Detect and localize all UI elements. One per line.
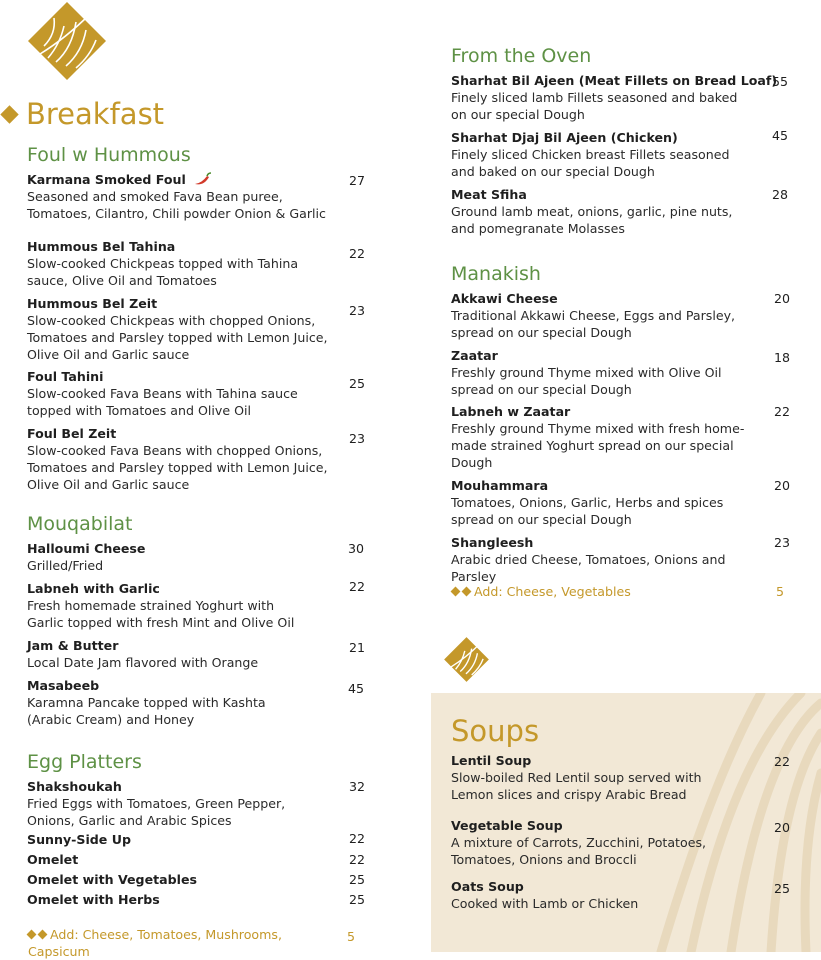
- item-name: Labneh w Zaatar: [451, 404, 571, 419]
- item-description: A mixture of Carrots, Zucchini, Potatoes, Tomatoes, Onions and Broccli: [451, 835, 707, 867]
- addon-label: Add: Cheese, Vegetables: [474, 584, 631, 599]
- item-price: 23: [774, 535, 791, 550]
- item-price: 22: [774, 754, 791, 769]
- menu-item: [451, 129, 821, 180]
- item-description: Fried Eggs with Tomatoes, Green Pepper, Onions, Garlic and Arabic Spices: [27, 796, 286, 828]
- palm-leaf-logo-small: [443, 636, 490, 683]
- item-description: Local Date Jam flavored with Orange: [27, 655, 259, 670]
- diamond-bullet-icon: [27, 930, 37, 940]
- menu-item: [451, 290, 821, 341]
- item-price: 45: [772, 128, 789, 143]
- item-price: 25: [349, 872, 366, 887]
- item-price: 28: [772, 187, 789, 202]
- addon-price: 5: [776, 584, 785, 599]
- menu-item: [27, 778, 397, 829]
- item-price: 22: [349, 246, 366, 261]
- item-name: Lentil Soup: [451, 753, 532, 768]
- item-name: Sharhat Djaj Bil Ajeen (Chicken): [451, 130, 678, 145]
- item-name: Karmana Smoked Foul: [27, 172, 186, 187]
- item-description: Grilled/Fried: [27, 558, 104, 573]
- item-name: Sharhat Bil Ajeen (Meat Fillets on Bread Loaf): [451, 73, 778, 88]
- item-name: Jam & Butter: [27, 638, 119, 653]
- addon-manakish: [452, 583, 631, 600]
- item-description: Slow-cooked Chickpeas topped with Tahina sauce, Olive Oil and Tomatoes: [27, 256, 299, 288]
- section-soups-title: Soups: [451, 714, 540, 748]
- diamond-bullet-icon: [451, 587, 461, 597]
- menu-item: [27, 425, 397, 493]
- item-name: Hummous Bel Tahina: [27, 239, 176, 254]
- item-price: 18: [774, 350, 791, 365]
- menu-item: [27, 831, 397, 848]
- item-price: 30: [348, 541, 365, 556]
- item-price: 25: [349, 376, 366, 391]
- item-description: Slow-cooked Chickpeas with chopped Onions, Tomatoes and Parsley topped with Lemon Juice, Olive Oil and Garlic sauce: [27, 313, 328, 362]
- item-price: 25: [774, 881, 791, 896]
- item-price: 55: [772, 74, 789, 89]
- chili-pepper-icon: [192, 172, 212, 186]
- item-price: 25: [349, 892, 366, 907]
- item-name: Oats Soup: [451, 879, 524, 894]
- addon-label: Add: Cheese, Tomatoes, Mushrooms, Capsicum: [28, 927, 282, 959]
- item-description: Seasoned and smoked Fava Bean puree, Tomatoes, Cilantro, Chili powder Onion & Garlic: [27, 189, 326, 221]
- menu-item: [27, 238, 397, 289]
- item-name: Hummous Bel Zeit: [27, 296, 158, 311]
- menu-item: [451, 752, 821, 803]
- item-price: 23: [349, 303, 366, 318]
- item-name: Zaatar: [451, 348, 498, 363]
- section-foul-title: Foul w Hummous: [27, 144, 191, 166]
- menu-item: [451, 72, 821, 123]
- menu-item: [27, 580, 397, 631]
- addon-price: 5: [347, 929, 356, 944]
- item-name: Omelet with Herbs: [27, 892, 160, 907]
- menu-item: [27, 637, 397, 671]
- item-description: Fresh homemade strained Yoghurt with Garlic topped with fresh Mint and Olive Oil: [27, 598, 295, 630]
- item-price: 22: [774, 404, 791, 419]
- item-name: Labneh with Garlic: [27, 581, 160, 596]
- item-price: 45: [348, 681, 365, 696]
- item-name: Vegetable Soup: [451, 818, 563, 833]
- item-description: Cooked with Lamb or Chicken: [451, 896, 639, 911]
- palm-leaf-logo-top: [26, 0, 108, 82]
- item-description: Tomatoes, Onions, Garlic, Herbs and spices spread on our special Dough: [451, 495, 724, 527]
- menu-item: [27, 368, 397, 419]
- item-name: Halloumi Cheese: [27, 541, 146, 556]
- menu-item: [451, 878, 821, 912]
- item-description: Karamna Pancake topped with Kashta (Arabic Cream) and Honey: [27, 695, 266, 727]
- item-price: 20: [774, 478, 791, 493]
- item-description: Traditional Akkawi Cheese, Eggs and Parsley, spread on our special Dough: [451, 308, 736, 340]
- addon-eggs: [28, 926, 298, 960]
- menu-item: [27, 677, 397, 728]
- menu-item: [451, 534, 821, 585]
- menu-item: [451, 403, 821, 471]
- section-mouqabilat-title: Mouqabilat: [27, 513, 133, 535]
- item-name: Sunny-Side Up: [27, 832, 131, 847]
- page-title: Breakfast: [26, 97, 165, 131]
- section-manakish-title: Manakish: [451, 263, 541, 285]
- item-description: Freshly ground Thyme mixed with Olive Oil spread on our special Dough: [451, 365, 722, 397]
- item-description: Finely sliced lamb Fillets seasoned and baked on our special Dough: [451, 90, 738, 122]
- menu-item: [27, 295, 397, 363]
- item-name: Omelet with Vegetables: [27, 872, 197, 887]
- item-description: Slow-cooked Fava Beans with chopped Onions, Tomatoes and Parsley topped with Lemon Juice, Olive Oil and Garlic sauce: [27, 443, 328, 492]
- item-price: 27: [349, 173, 366, 188]
- diamond-bullet-icon: [38, 930, 48, 940]
- item-description: Freshly ground Thyme mixed with fresh home-made strained Yoghurt spread on our special Dough: [451, 421, 745, 470]
- item-price: 32: [349, 779, 366, 794]
- item-description: Ground lamb meat, onions, garlic, pine nuts, and pomegranate Molasses: [451, 204, 733, 236]
- section-oven-title: From the Oven: [451, 45, 592, 67]
- item-name: Masabeeb: [27, 678, 100, 693]
- item-price: 22: [349, 852, 366, 867]
- item-name: Foul Bel Zeit: [27, 426, 117, 441]
- menu-item: [27, 851, 397, 868]
- item-name: Omelet: [27, 852, 79, 867]
- item-price: 22: [349, 831, 366, 846]
- section-eggs-title: Egg Platters: [27, 751, 142, 773]
- item-name: Foul Tahini: [27, 369, 104, 384]
- item-description: Slow-boiled Red Lentil soup served with Lemon slices and crispy Arabic Bread: [451, 770, 702, 802]
- menu-item: [451, 347, 821, 398]
- item-price: 22: [349, 579, 366, 594]
- menu-item: [451, 817, 821, 868]
- item-price: 20: [774, 291, 791, 306]
- item-name: Meat Sfiha: [451, 187, 527, 202]
- item-description: Arabic dried Cheese, Tomatoes, Onions and Parsley: [451, 552, 726, 584]
- menu-item: [27, 171, 397, 222]
- menu-item: [451, 477, 821, 528]
- item-description: Finely sliced Chicken breast Fillets seasoned and baked on our special Dough: [451, 147, 730, 179]
- item-name: Shangleesh: [451, 535, 534, 550]
- item-name: Akkawi Cheese: [451, 291, 558, 306]
- item-price: 23: [349, 431, 366, 446]
- item-description: Slow-cooked Fava Beans with Tahina sauce topped with Tomatoes and Olive Oil: [27, 386, 298, 418]
- menu-item: [451, 186, 821, 237]
- diamond-bullet-icon: [462, 587, 472, 597]
- title-diamond-icon: [0, 105, 18, 123]
- item-name: Shakshoukah: [27, 779, 122, 794]
- item-price: 21: [349, 640, 366, 655]
- item-name: Mouhammara: [451, 478, 549, 493]
- menu-item: [27, 891, 397, 908]
- item-price: 20: [774, 820, 791, 835]
- menu-item: [27, 871, 397, 888]
- menu-item: [27, 540, 397, 574]
